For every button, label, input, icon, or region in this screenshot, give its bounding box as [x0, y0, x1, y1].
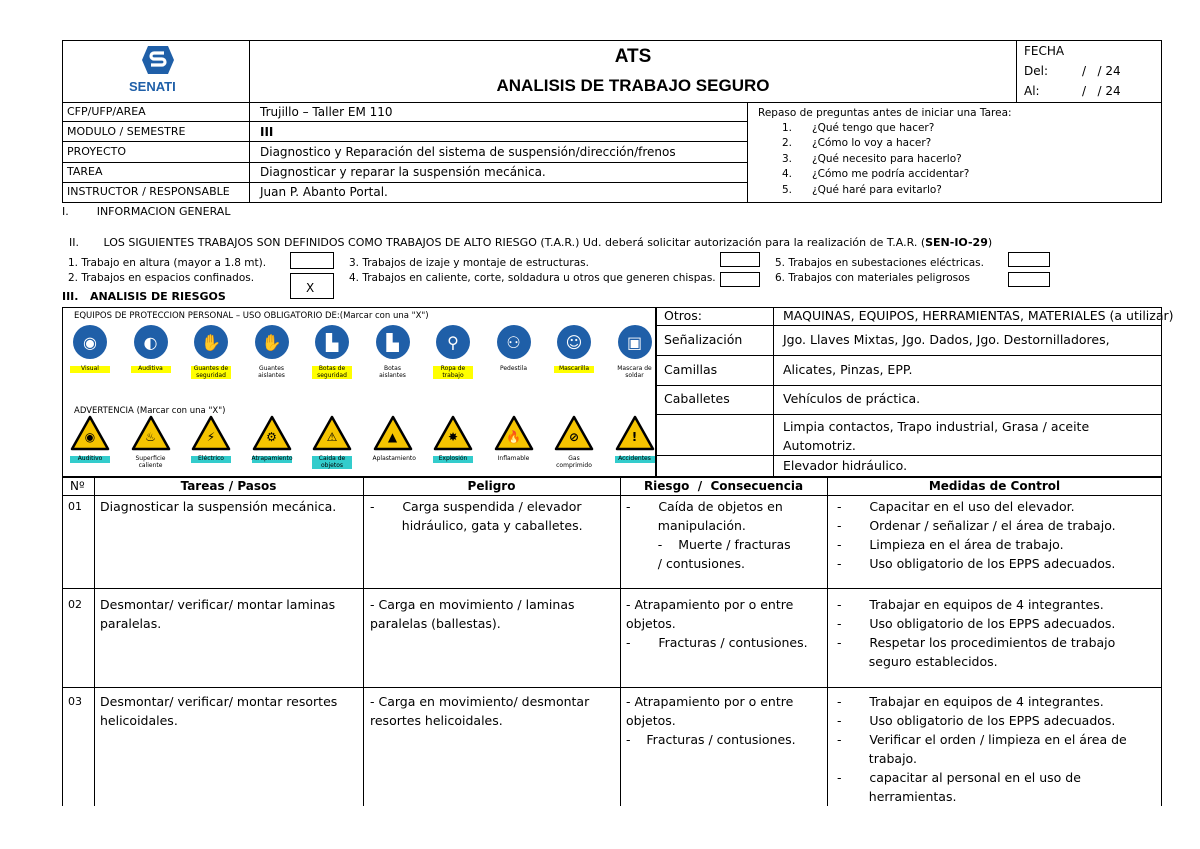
tar-mark: X: [306, 281, 315, 295]
others-label-senalizacion: Señalización: [664, 332, 743, 347]
others-value-4[interactable]: Limpia contactos, Trapo industrial, Grasa / aceite: [783, 419, 1090, 434]
tar-checkbox-1[interactable]: [290, 252, 334, 269]
risk-cell-task[interactable]: Desmontar/ verificar/ montar laminas: [100, 597, 336, 612]
col-header-medidas: Medidas de Control: [928, 479, 1061, 493]
info-value-area[interactable]: Trujillo – Taller EM 110: [260, 105, 393, 119]
epp-label: Ropa de trabajo: [433, 366, 473, 379]
noise-warning-icon[interactable]: ◉: [70, 415, 110, 451]
section-tar-notice: [62, 223, 992, 249]
info-label-tarea: TAREA: [67, 165, 103, 178]
risk-cell-hazard[interactable]: hidráulico, gata y caballetes.: [370, 518, 583, 533]
risk-cell-control[interactable]: - Uso obligatorio de los EPPS adecuados.: [837, 616, 1116, 631]
warning-label: Superficie caliente: [135, 455, 166, 469]
senati-logo: [140, 44, 176, 76]
risk-cell-control[interactable]: - Trabajar en equipos de 4 integrantes.: [837, 694, 1104, 709]
info-label-modulo: MODULO / SEMESTRE: [67, 125, 186, 138]
section-informacion-general: I. INFORMACION GENERAL: [62, 205, 231, 218]
tar-notice-text: II. LOS SIGUIENTES TRABAJOS SON DEFINIDOS COMO TRABAJOS DE ALTO RIESGO (T.A.R.) Ud. deberá solicitar autorización para la realización de T.A.R. (: [69, 236, 926, 249]
risk-cell-risk[interactable]: - Atrapamiento por o entre: [626, 597, 794, 612]
risk-cell-control[interactable]: - Verificar el orden / limpieza en el área de: [837, 732, 1127, 747]
risk-cell-control[interactable]: - Trabajar en equipos de 4 integrantes.: [837, 597, 1104, 612]
risk-cell-hazard[interactable]: - Carga en movimiento/ desmontar: [370, 694, 590, 709]
warning-label: Accidentes: [615, 456, 655, 463]
falling-objects-icon[interactable]: ⚠: [312, 415, 352, 451]
info-value-tarea[interactable]: Diagnosticar y reparar la suspensión mecánica.: [260, 165, 546, 179]
goggles-icon[interactable]: ◉: [73, 325, 107, 359]
risk-cell-num[interactable]: 01: [68, 500, 82, 513]
tar-item-2: 2. Trabajos en espacios confinados.: [68, 272, 255, 284]
epp-label: Auditiva: [131, 366, 171, 373]
tar-item-4: 4. Trabajos en caliente, corte, soldadura u otros que generen chispas.: [349, 272, 716, 284]
risk-cell-risk[interactable]: - Muerte / fracturas: [626, 537, 791, 552]
tar-checkbox-4[interactable]: [720, 272, 760, 287]
risk-cell-risk[interactable]: - Fracturas / contusiones.: [626, 635, 808, 650]
info-label-area: CFP/UFP/AREA: [67, 105, 146, 118]
doc-subtitle: ANALISIS DE TRABAJO SEGURO: [496, 76, 770, 95]
tar-checkbox-6[interactable]: [1008, 272, 1050, 287]
fecha-al-label: Al:: [1024, 84, 1040, 98]
others-value-1[interactable]: Jgo. Llaves Mixtas, Jgo. Dados, Jgo. Destornilladores,: [783, 332, 1110, 347]
risk-cell-control[interactable]: - Uso obligatorio de los EPPS adecuados.: [837, 713, 1116, 728]
tar-item-3: 3. Trabajos de izaje y montaje de estructuras.: [349, 257, 589, 269]
others-value-6[interactable]: Elevador hidráulico.: [783, 458, 908, 473]
risk-cell-risk[interactable]: objetos.: [626, 616, 676, 631]
tar-item-6: 6. Trabajos con materiales peligrosos: [775, 272, 971, 284]
tar-item-1: 1. Trabajo en altura (mayor a 1.8 mt).: [68, 257, 267, 269]
question-item: 1. ¿Qué tengo que hacer?: [782, 122, 935, 134]
insulated-gloves-icon[interactable]: ✋: [255, 325, 289, 359]
questions-title: Repaso de preguntas antes de iniciar una Tarea:: [758, 107, 1012, 119]
tar-checkbox-5[interactable]: [1008, 252, 1050, 267]
harness-icon[interactable]: ⚇: [497, 325, 531, 359]
question-item: 5. ¿Qué haré para evitarlo?: [782, 184, 942, 196]
question-item: 4. ¿Cómo me podría accidentar?: [782, 168, 970, 180]
others-value-5[interactable]: Automotriz.: [783, 438, 856, 453]
warning-label: Gas comprimido: [556, 455, 592, 469]
risk-cell-hazard[interactable]: - Carga suspendida / elevador: [370, 499, 582, 514]
info-value-modulo[interactable]: III: [260, 125, 274, 139]
risk-cell-num[interactable]: 03: [68, 695, 82, 708]
explosion-icon[interactable]: ✸: [433, 415, 473, 451]
risk-cell-control[interactable]: - Ordenar / señalizar / el área de trabajo.: [837, 518, 1116, 533]
doc-title: ATS: [614, 46, 652, 67]
others-value-2[interactable]: Alicates, Pinzas, EPP.: [783, 362, 913, 377]
epp-label: Mascarilla: [554, 366, 594, 373]
compressed-gas-icon[interactable]: ⊘: [554, 415, 594, 451]
fecha-label: FECHA: [1024, 44, 1065, 58]
general-warning-icon[interactable]: !: [615, 415, 655, 451]
tar-notice-suffix: ): [987, 236, 993, 249]
warning-label: Atrapamiento: [251, 455, 293, 462]
boots-icon[interactable]: ▙: [315, 325, 349, 359]
risk-cell-risk[interactable]: / contusiones.: [626, 556, 745, 571]
question-item: 3. ¿Qué necesito para hacerlo?: [782, 153, 962, 165]
others-value-3[interactable]: Vehículos de práctica.: [783, 391, 921, 406]
risk-cell-risk[interactable]: objetos.: [626, 713, 676, 728]
coverall-icon[interactable]: ⚲: [436, 325, 470, 359]
risk-cell-task[interactable]: Desmontar/ verificar/ montar resortes: [100, 694, 338, 709]
crush-icon[interactable]: ▲: [373, 415, 413, 451]
risk-cell-num[interactable]: 02: [68, 598, 82, 611]
insulated-boots-icon[interactable]: ▙: [376, 325, 410, 359]
epp-title: EQUIPOS DE PROTECCION PERSONAL – USO OBLIGATORIO DE:(Marcar con una "X"): [74, 311, 429, 321]
electric-icon[interactable]: ⚡: [191, 415, 231, 451]
advert-title: ADVERTENCIA (Marcar con una "X"): [74, 406, 226, 416]
warning-label: Inflamable: [497, 455, 530, 462]
warning-label: Caida de objetos: [312, 456, 352, 469]
tar-checkbox-3[interactable]: [720, 252, 760, 267]
risk-cell-hazard[interactable]: paralelas (ballestas).: [370, 616, 501, 631]
info-label-proyecto: PROYECTO: [67, 145, 127, 158]
fecha-del-value[interactable]: / / 24: [1082, 64, 1121, 78]
warning-label: Eléctrico: [191, 456, 231, 463]
ear-muff-icon[interactable]: ◐: [134, 325, 168, 359]
risk-cell-control[interactable]: - Capacitar en el uso del elevador.: [837, 499, 1075, 514]
risk-cell-task[interactable]: paralelas.: [100, 616, 162, 631]
info-value-proyecto[interactable]: Diagnostico y Reparación del sistema de suspensión/dirección/frenos: [260, 145, 676, 159]
risk-cell-hazard[interactable]: resortes helicoidales.: [370, 713, 503, 728]
fecha-del-label: Del:: [1024, 64, 1048, 78]
tar-code: SEN-IO-29: [925, 236, 988, 249]
epp-label: Pedestila: [499, 365, 528, 372]
epp-label: Botas aislantes: [379, 365, 406, 379]
epp-label: Botas de seguridad: [312, 366, 352, 379]
risk-cell-risk[interactable]: - Fracturas / contusiones.: [626, 732, 796, 747]
section-analisis-riesgos: III. ANALISIS DE RIESGOS: [62, 290, 226, 303]
risk-cell-task[interactable]: Diagnosticar la suspensión mecánica.: [100, 499, 337, 514]
epp-label: Guantes aislantes: [258, 365, 285, 379]
epp-label: Visual: [70, 366, 110, 373]
gloves-icon[interactable]: ✋: [194, 325, 228, 359]
warning-label: Auditivo: [70, 456, 110, 463]
risk-cell-task[interactable]: helicoidales.: [100, 713, 178, 728]
risk-cell-hazard[interactable]: - Carga en movimiento / laminas: [370, 597, 575, 612]
hot-surface-icon[interactable]: ♨: [131, 415, 171, 451]
risk-cell-control[interactable]: - Uso obligatorio de los EPPS adecuados.: [837, 556, 1116, 571]
col-header-riesgo: Riesgo / Consecuencia: [643, 479, 804, 493]
tar-item-5: 5. Trabajos en subestaciones eléctricas.: [775, 257, 984, 269]
risk-cell-control[interactable]: - Limpieza en el área de trabajo.: [837, 537, 1064, 552]
risk-cell-control[interactable]: - capacitar al personal en el uso de: [837, 770, 1081, 785]
risk-cell-risk[interactable]: - Atrapamiento por o entre: [626, 694, 794, 709]
info-label-instructor: INSTRUCTOR / RESPONSABLE: [67, 185, 230, 198]
risk-cell-risk[interactable]: - Caída de objetos en: [626, 499, 783, 514]
question-item: 2. ¿Cómo lo voy a hacer?: [782, 137, 932, 149]
epp-label: Guantes de seguridad: [191, 366, 231, 379]
risk-cell-risk[interactable]: manipulación.: [626, 518, 746, 533]
fecha-al-value[interactable]: / / 24: [1082, 84, 1121, 98]
entrapment-icon[interactable]: ⚙: [252, 415, 292, 451]
risk-cell-control[interactable]: seguro establecidos.: [837, 654, 998, 669]
others-value-header: MAQUINAS, EQUIPOS, HERRAMIENTAS, MATERIALES (a utilizar): [783, 308, 1174, 323]
risk-cell-control[interactable]: herramientas.: [837, 789, 957, 804]
col-header-peligro: Peligro: [467, 479, 516, 493]
info-value-instructor[interactable]: Juan P. Abanto Portal.: [260, 185, 388, 199]
col-header-tareas: Tareas / Pasos: [180, 479, 277, 493]
respirator-icon[interactable]: ☺: [557, 325, 591, 359]
others-label-camillas: Camillas: [664, 362, 718, 377]
epp-label: Mascara de soldar: [617, 365, 652, 379]
others-label-caballetes: Caballetes: [664, 391, 730, 406]
col-header-num: Nº: [70, 479, 85, 493]
logo-text: SENATI: [129, 79, 176, 94]
risk-cell-control[interactable]: - Respetar los procedimientos de trabajo: [837, 635, 1116, 650]
warning-label: Explosión: [433, 456, 473, 463]
others-label-otros: Otros:: [664, 308, 702, 323]
flammable-icon[interactable]: 🔥: [494, 415, 534, 451]
welding-mask-icon[interactable]: ▣: [618, 325, 652, 359]
risk-cell-control[interactable]: trabajo.: [837, 751, 917, 766]
warning-label: Aplastamiento: [372, 455, 416, 462]
